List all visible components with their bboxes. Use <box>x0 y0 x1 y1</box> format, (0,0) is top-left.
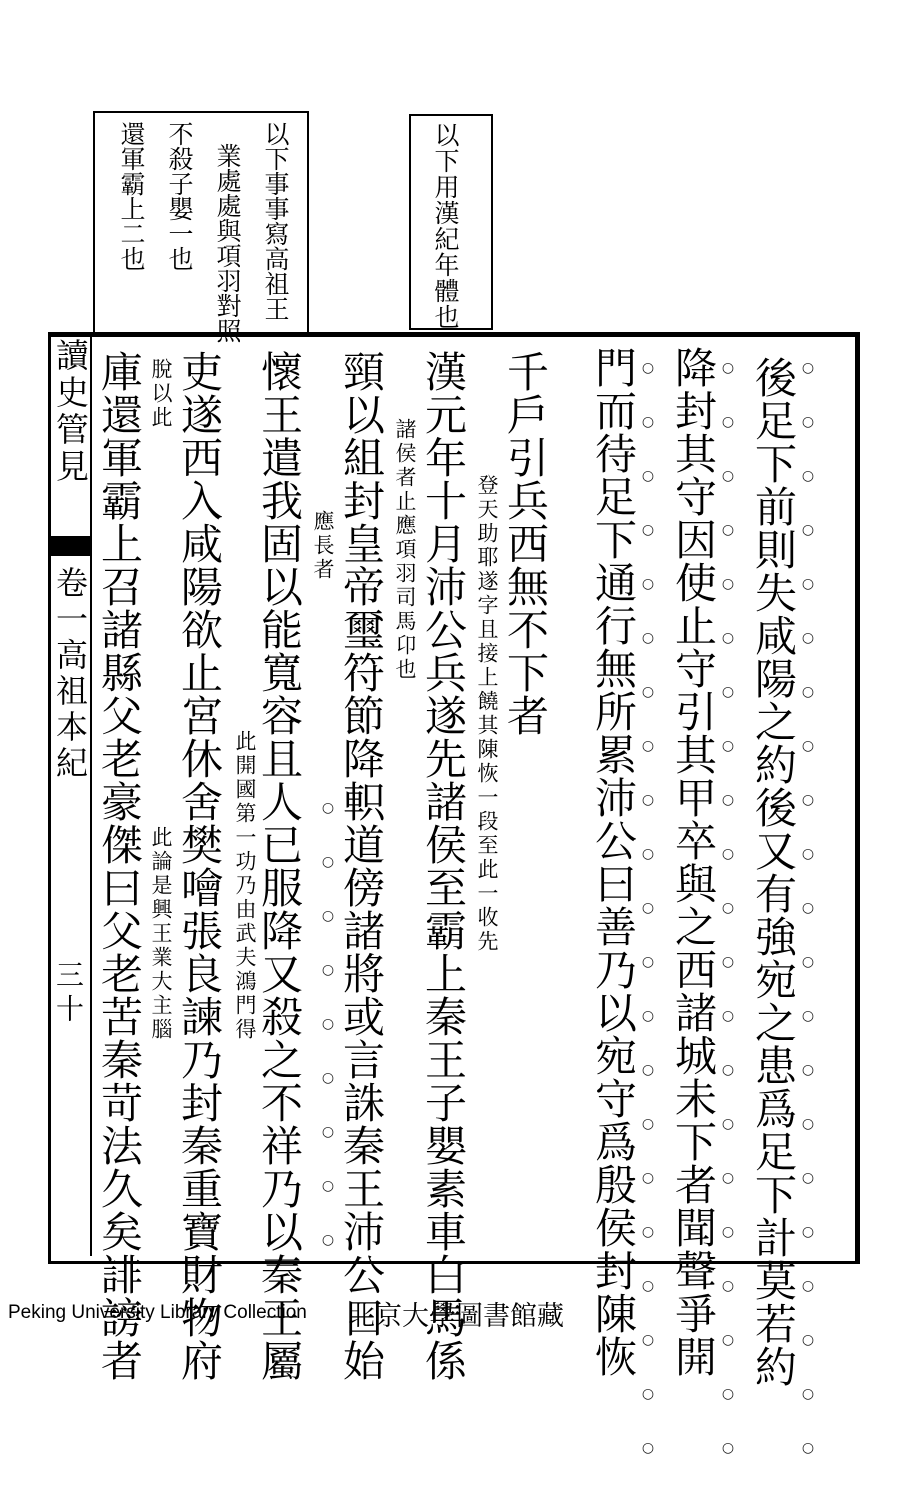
annotation-note-right <box>409 114 493 330</box>
text-column-3: 門而待足下通行無所累沛公曰善乃以宛守爲殷侯封陳恢 <box>589 346 638 1378</box>
fishtail-mark <box>50 536 90 556</box>
text-column-4: 千戶引兵西無不下者 <box>501 350 550 737</box>
note-left-line-1: 以下事事寫高祖王 <box>261 121 290 321</box>
footer-collection-chinese: 北京大學圖書館藏 <box>348 1301 564 1332</box>
footer-collection-english: Peking University Library Collection <box>8 1302 307 1323</box>
text-column-9: 庫還軍霸上召諸縣父老豪傑曰父老苦秦苛法久矣誹謗者 <box>95 350 144 1382</box>
commentary-column-8: 此開國第一功乃由武夫鴻門得 <box>233 730 257 1042</box>
page-number: 三十 <box>52 960 85 1028</box>
note-left-line-3: 不殺子嬰一也 <box>165 121 194 271</box>
text-column-6: 頸以組封皇帝璽符節降軹道傍諸將或言誅秦王沛公曰始 <box>337 350 386 1382</box>
text-column-2: 降封其守因使止守引其甲卒與之西諸城未下者聞聲爭開 <box>669 346 718 1378</box>
note-right-text: 以下用漢紀年體也 <box>431 122 460 330</box>
annotation-note-left <box>93 111 309 343</box>
note-left-line-4: 還軍霸上二也 <box>117 121 146 271</box>
commentary-column-7: 應長者 <box>311 510 335 582</box>
commentary-column-5: 登天助耶遂字且接上饒其陳恢一段至此一收先 <box>475 474 499 954</box>
commentary-column-6: 諸侯者止應項羽司馬卬也 <box>393 418 417 682</box>
emphasis-marks-7: ○○○○○○○○○ <box>320 800 336 1286</box>
text-column-7: 懷王遣我固以能寬容且人已服降又殺之不祥乃以秦王屬 <box>255 350 304 1382</box>
commentary-column-9b: 此論是興王業大主腦 <box>149 826 173 1042</box>
chapter-title: 卷一高祖本紀 <box>51 566 89 782</box>
text-column-1: 後足下前則失咸陽之約後又有強宛之患爲足下計莫若約 <box>749 356 798 1388</box>
note-left-line-2: 業處處與項羽對照 <box>213 143 242 343</box>
emphasis-marks-3: ○○○○○○○○○○○○○○○○○○○○○ <box>640 360 656 1494</box>
text-column-8: 吏遂西入咸陽欲止宮休舍樊噲張良諫乃封秦重寶財物府 <box>175 350 224 1382</box>
emphasis-marks-1: ○○○○○○○○○○○○○○○○○○○○○ <box>800 360 816 1494</box>
emphasis-marks-2: ○○○○○○○○○○○○○○○○○○○○○ <box>720 360 736 1494</box>
commentary-column-9a: 脫以此 <box>149 358 173 430</box>
book-title: 讀史管見 <box>51 338 90 486</box>
text-column-5: 漢元年十月沛公兵遂先諸侯至霸上秦王子嬰素車白馬係 <box>419 350 468 1382</box>
